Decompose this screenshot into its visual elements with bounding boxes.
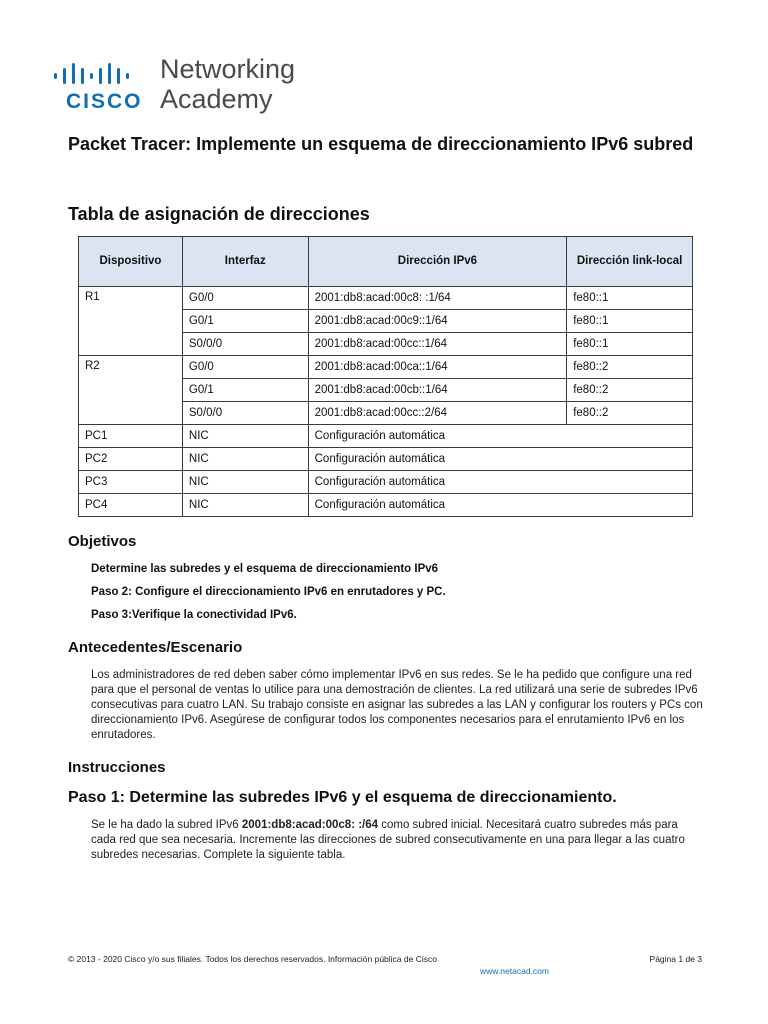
table-row xyxy=(79,494,693,517)
logo-academy: Academy xyxy=(160,84,273,114)
objective-item: Paso 2: Configure el direccionamiento IPv6 en enrutadores y PC. xyxy=(91,586,446,598)
step1-heading: Paso 1: Determine las subredes IPv6 y el esquema de direccionamiento. xyxy=(68,789,617,806)
cell-ipv6: Configuración automática xyxy=(308,494,692,517)
cell-device: PC3 xyxy=(79,471,183,494)
footer-copyright: © 2013 - 2020 Cisco y/o sus filiales. Todos los derechos reservados. Información pública de Cisco xyxy=(68,954,437,964)
header-ipv6-address: Dirección IPv6 xyxy=(308,237,567,287)
cell-ipv6: Configuración automática xyxy=(308,448,692,471)
objective-item: Determine las subredes y el esquema de direccionamiento IPv6 xyxy=(91,563,439,575)
cell-ipv6: 2001:db8:acad:00cb::1/64 xyxy=(308,379,567,402)
header-link-local: Dirección link-local xyxy=(567,237,693,287)
cell-link-local: fe80::1 xyxy=(567,287,693,310)
table-row xyxy=(79,425,693,448)
objective-item: Paso 3:Verifique la conectividad IPv6. xyxy=(91,609,297,621)
cell-ipv6: Configuración automática xyxy=(308,425,692,448)
cell-link-local: fe80::2 xyxy=(567,379,693,402)
table-header-row xyxy=(79,237,693,287)
cell-device: R2 xyxy=(79,356,183,425)
cell-link-local: fe80::1 xyxy=(567,310,693,333)
cell-device: PC1 xyxy=(79,425,183,448)
objectives-heading: Objetivos xyxy=(68,533,137,550)
cisco-networking-academy-logo xyxy=(52,54,312,116)
cell-device: R1 xyxy=(79,287,183,356)
cell-interface: S0/0/0 xyxy=(182,333,308,356)
footer-page-number: Página 1 de 3 xyxy=(649,954,702,964)
cell-ipv6: 2001:db8:acad:00cc::2/64 xyxy=(308,402,567,425)
background-paragraph: Los administradores de red deben saber cómo implementar IPv6 en sus redes. Se le ha pedido que configure una red para que el personal de ventas lo utilice para una demostración de clientes. La red utilizará una serie de subredes IPv6 consecutivas para cuatro LAN. Su trabajo consiste en asignar las subredes a las LAN y configurar los routers y PCs con direccionamiento IPv6. Asegúrese de configurar todos los componentes necesarios para el enrutamiento IPv6 en los enrutadores. xyxy=(91,669,703,741)
cell-interface: NIC xyxy=(182,471,308,494)
footer xyxy=(68,954,702,964)
cell-interface: G0/1 xyxy=(182,379,308,402)
header-interface: Interfaz xyxy=(182,237,308,287)
cell-link-local: fe80::1 xyxy=(567,333,693,356)
table-row xyxy=(79,356,693,379)
cell-interface: G0/0 xyxy=(182,356,308,379)
cell-interface: NIC xyxy=(182,425,308,448)
addressing-table xyxy=(78,236,693,517)
cisco-bars-icon xyxy=(52,60,148,84)
step1-text-pre: Se le ha dado la subred IPv6 xyxy=(91,819,242,831)
cell-link-local: fe80::2 xyxy=(567,402,693,425)
cell-device: PC2 xyxy=(79,448,183,471)
instructions-heading: Instrucciones xyxy=(68,759,166,776)
background-heading: Antecedentes/Escenario xyxy=(68,639,243,656)
addressing-table-heading: Tabla de asignación de direcciones xyxy=(68,204,370,224)
step1-text-post: como subred inicial. Necesitará cuatro subredes más para cada red que sea necesaria. Incremente las direcciones de subred consecutivamente en una para llegar a las cuatro subredes necesarias. Complete la siguiente tabla. xyxy=(91,819,685,861)
cell-interface: NIC xyxy=(182,494,308,517)
document-title: Packet Tracer: Implemente un esquema de direccionamiento IPv6 subred xyxy=(68,134,694,154)
cell-interface: G0/0 xyxy=(182,287,308,310)
table-row xyxy=(79,287,693,310)
cell-ipv6: 2001:db8:acad:00c8: :1/64 xyxy=(308,287,567,310)
cell-ipv6: 2001:db8:acad:00cc::1/64 xyxy=(308,333,567,356)
cell-ipv6: 2001:db8:acad:00c9::1/64 xyxy=(308,310,567,333)
cell-device: PC4 xyxy=(79,494,183,517)
header-device: Dispositivo xyxy=(79,237,183,287)
step1-paragraph xyxy=(91,818,703,863)
step1-subnet: 2001:db8:acad:00c8: :/64 xyxy=(241,819,379,831)
cell-link-local: fe80::2 xyxy=(567,356,693,379)
cell-interface: G0/1 xyxy=(182,310,308,333)
cisco-wordmark: CISCO xyxy=(66,90,143,113)
logo-networking: Networking xyxy=(160,54,296,84)
cell-interface: S0/0/0 xyxy=(182,402,308,425)
table-row xyxy=(79,471,693,494)
footer-url-link[interactable]: www.netacad.com xyxy=(480,966,549,976)
cell-ipv6: Configuración automática xyxy=(308,471,692,494)
cell-interface: NIC xyxy=(182,448,308,471)
table-row xyxy=(79,448,693,471)
cell-ipv6: 2001:db8:acad:00ca::1/64 xyxy=(308,356,567,379)
